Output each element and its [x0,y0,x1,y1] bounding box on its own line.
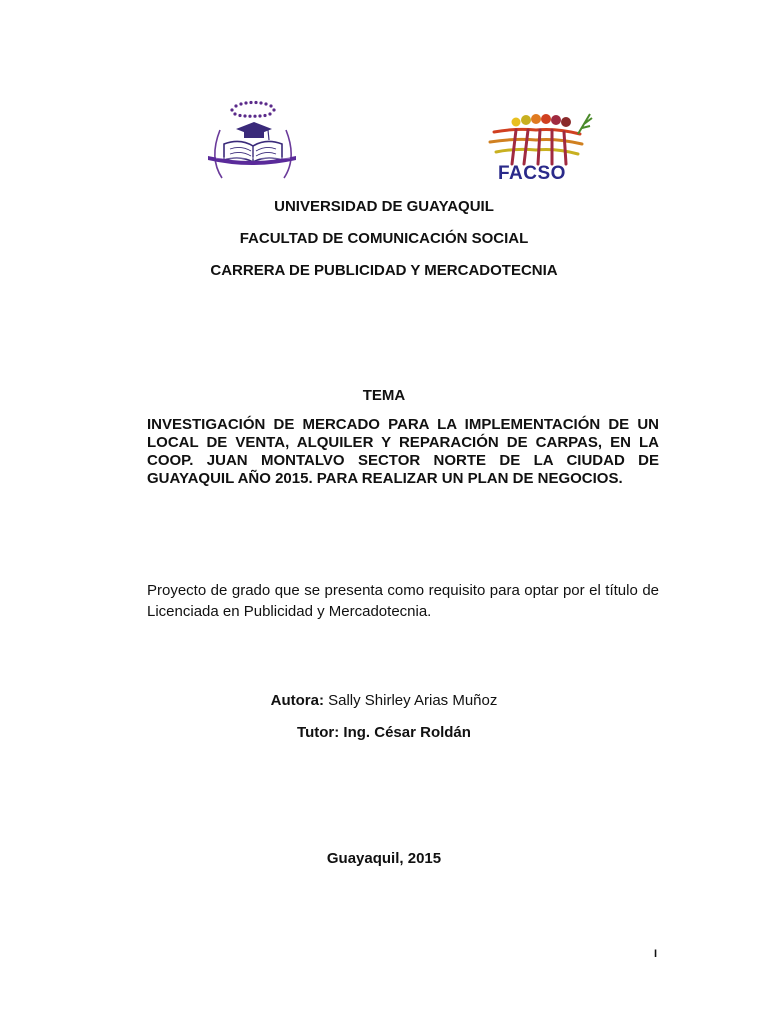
author-label: Autora: [270,692,324,709]
city-year: Guayaquil, 2015 [326,850,442,867]
thesis-topic: INVESTIGACIÓN DE MERCADO PARA LA IMPLEMENTACIÓN DE UN LOCAL DE VENTA, ALQUILER Y REPARACIÓN DE CARPAS, EN LA COOP. JUAN MONTALVO SECTOR NORTE DE LA CIUDAD DE GUAYAQUIL AÑO 2015. PARA REALIZAR UN PLAN DE NEGOCIOS. [147,416,659,487]
author-line [0,692,768,709]
facso-logo-text: FACSO [498,163,566,184]
university-name: UNIVERSIDAD DE GUAYAQUIL [274,198,494,215]
university-emblem-logo [206,100,298,186]
page-number: I [654,948,658,960]
project-description: Proyecto de grado que se presenta como requisito para optar por el título de Licenciada en Publicidad y Mercadotecnia. [147,582,659,620]
career-name: CARRERA DE PUBLICIDAD Y MERCADOTECNIA [210,262,558,279]
faculty-name: FACULTAD DE COMUNICACIÓN SOCIAL [239,230,529,247]
author-name: Sally Shirley Arias Muñoz [328,692,498,709]
tema-heading: TEMA [362,387,406,404]
tutor-line: Tutor: Ing. César Roldán [297,724,471,741]
